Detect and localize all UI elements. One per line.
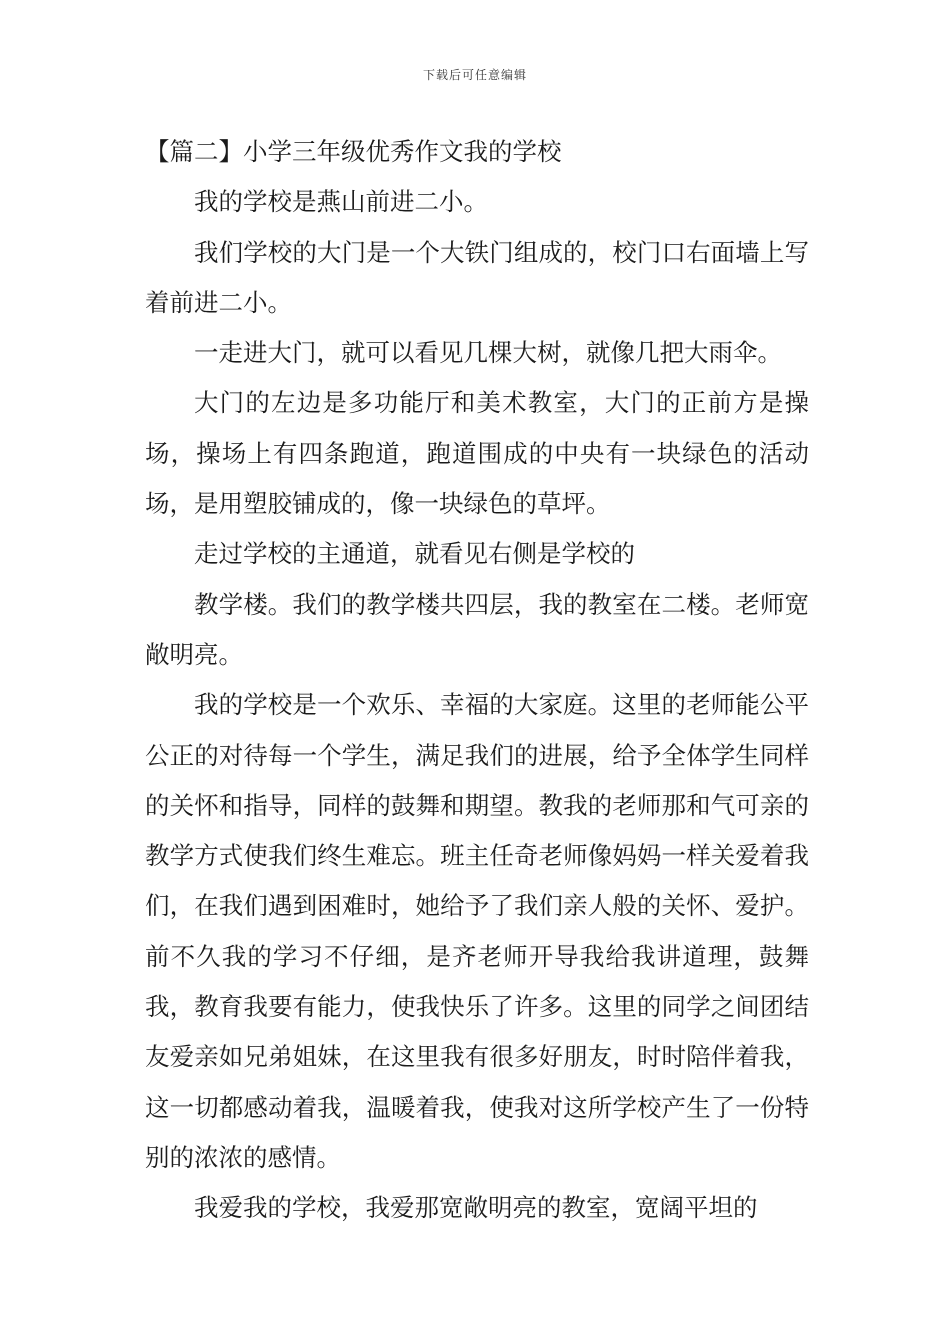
header-note: 下载后可任意编辑 — [422, 68, 527, 82]
paragraph: 我的学校是燕山前进二小。 — [194, 187, 488, 217]
paragraph: 我爱我的学校，我爱那宽敞明亮的教室，宽阔平坦的 — [194, 1193, 758, 1223]
paragraph: 一走进大门，就可以看见几棵大树，就像几把大雨伞。 — [194, 338, 782, 368]
document-body — [145, 127, 809, 1234]
paragraph: 我们学校的大门是一个大铁门组成的，校门口右面墙上写着前进二小。 — [145, 237, 809, 317]
paragraph: 教学楼。我们的教学楼共四层，我的教室在二楼。老师宽敞明亮。 — [145, 589, 809, 669]
paragraph: 走过学校的主通道，就看见右侧是学校的 — [194, 539, 635, 569]
paragraph: 我的学校是一个欢乐、幸福的大家庭。这里的老师能公平公正的对待每一个学生，满足我们的进展，给予全体学生同样的关怀和指导，同样的鼓舞和期望。教我的老师那和气可亲的教学方式使我们终生难忘。班主任奇老师像妈妈一样关爱着我们，在我们遇到困难时，她给予了我们亲人般的关怀、爱护。前不久我的学习不仔细，是齐老师开导我给我讲道理，鼓舞我，教育我要有能力，使我快乐了许多。这里的同学之间团结友爱亲如兄弟姐妹，在这里我有很多好朋友，时时陪伴着我，这一切都感动着我，温暖着我，使我对这所学校产生了一份特别的浓浓的感情。 — [145, 690, 809, 1172]
document-title: 【篇二】小学三年级优秀作文我的学校 — [145, 137, 562, 166]
paragraph: 大门的左边是多功能厅和美术教室，大门的正前方是操场，操场上有四条跑道，跑道围成的中央有一块绿色的活动场，是用塑胶铺成的，像一块绿色的草坪。 — [145, 388, 809, 519]
